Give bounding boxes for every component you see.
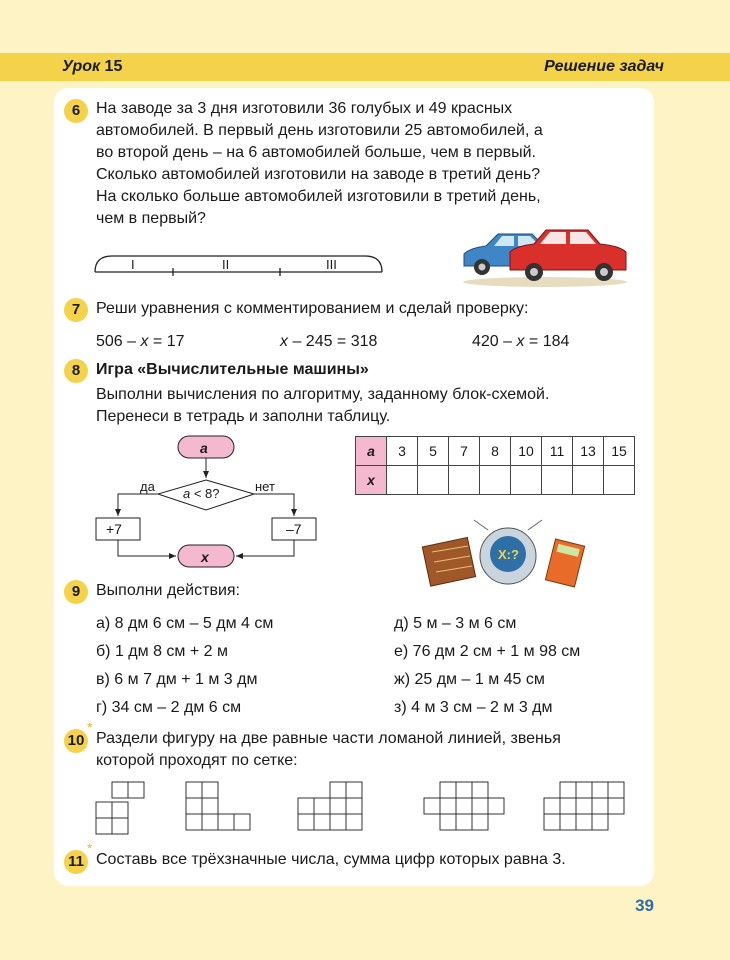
- task-8-title: Игра «Вычислительные машины»: [96, 361, 369, 378]
- table-cell-empty: [573, 466, 604, 495]
- flow-yes-label: да: [140, 479, 155, 494]
- segment-label-2: II: [222, 257, 230, 272]
- table-cell-empty: [418, 466, 449, 495]
- task-9-item: в) 6 м 7 дм + 1 м 3 дм: [96, 671, 258, 688]
- table-cell-empty: [449, 466, 480, 495]
- task-9-item: д) 5 м – 3 м 6 см: [394, 615, 517, 632]
- values-table: [355, 436, 635, 495]
- task-9-item: ж) 25 дм – 1 м 45 см: [394, 671, 545, 688]
- figure-3: [298, 782, 362, 830]
- table-cell: 10: [511, 437, 542, 466]
- lesson-topic: Решение задач: [544, 58, 664, 75]
- task-6-badge: 6: [64, 99, 88, 123]
- table-cell-empty: [542, 466, 573, 495]
- table-header-a: a: [356, 437, 387, 466]
- segment-label-3: III: [326, 257, 337, 272]
- table-row: [356, 466, 635, 495]
- equation-2: [280, 331, 377, 353]
- task-6-line: во второй день – на 6 автомобилей больше, чем в первый.: [96, 144, 536, 161]
- task-6-line: Сколько автомобилей изготовили на заводе в третий день?: [96, 166, 541, 183]
- eq2-var: x: [280, 333, 288, 350]
- task-11-text: Составь все трёхзначные числа, сумма цифр которых равна 3.: [96, 851, 566, 868]
- table-cell: 7: [449, 437, 480, 466]
- flow-minus-op: –7: [286, 521, 302, 537]
- lesson-number: 15: [104, 58, 123, 75]
- figure-2: [186, 782, 250, 830]
- task-10-star-icon: *: [87, 719, 93, 735]
- table-cell: 15: [604, 437, 635, 466]
- table-header-x: x: [356, 466, 387, 495]
- task-6-line: автомобилей. В первый день изготовили 25 автомобилей, а: [96, 122, 543, 139]
- flow-condition-rest: < 8?: [190, 486, 220, 501]
- table-row: [356, 437, 635, 466]
- flow-end-label: x: [201, 549, 209, 565]
- task-7-text: Реши уравнения с комментированием и сделай проверку:: [96, 300, 529, 317]
- task-9-item: з) 4 м 3 см – 2 м 3 дм: [394, 699, 553, 716]
- table-cell-empty: [511, 466, 542, 495]
- eq1-part: 506 –: [96, 333, 141, 350]
- segment-label-1: I: [131, 257, 135, 272]
- flow-condition-var: a: [183, 486, 191, 501]
- figure-4: [424, 782, 504, 830]
- lesson-word: Урок: [62, 58, 101, 75]
- task-9-left-column: [96, 610, 273, 722]
- flow-condition: [183, 483, 220, 505]
- equation-3: [472, 331, 569, 353]
- table-cell: 3: [387, 437, 418, 466]
- table-cell: 13: [573, 437, 604, 466]
- segment-diagram: [90, 250, 390, 280]
- cars-illustration-icon: [460, 222, 630, 288]
- table-cell: 8: [480, 437, 511, 466]
- task-9-item: е) 76 дм 2 см + 1 м 98 см: [394, 643, 581, 660]
- table-cell-empty: [480, 466, 511, 495]
- task-8-line2: Перенеси в тетрадь и заполни таблицу.: [96, 408, 391, 425]
- task-9-badge: 9: [64, 580, 88, 604]
- task-6-text: [96, 98, 641, 230]
- task-9-item: б) 1 дм 8 см + 2 м: [96, 643, 228, 660]
- task-10-badge: 10: [64, 729, 88, 753]
- eq3-part: 420 –: [472, 333, 517, 350]
- lesson-title: [62, 58, 122, 76]
- svg-text:X:?: X:?: [498, 547, 519, 562]
- task-11-star-icon: *: [87, 840, 93, 856]
- eq3-part: = 184: [524, 333, 570, 350]
- table-cell: 5: [418, 437, 449, 466]
- figure-1: [96, 782, 144, 834]
- flow-plus-op: +7: [106, 521, 122, 537]
- table-cell-empty: [604, 466, 635, 495]
- table-cell: 11: [542, 437, 573, 466]
- flow-no-label: нет: [255, 479, 275, 494]
- task-10-line2: которой проходят по сетке:: [96, 752, 298, 769]
- equation-1: [96, 331, 185, 353]
- task-7-badge: 7: [64, 298, 88, 322]
- task-9-right-column: [394, 610, 580, 722]
- task-9-item: г) 34 см – 2 дм 6 см: [96, 699, 242, 716]
- eq2-part: – 245 = 318: [288, 333, 378, 350]
- task-6-line: чем в первый?: [96, 210, 206, 227]
- eq1-var: x: [140, 333, 149, 350]
- task-8-badge: 8: [64, 359, 88, 383]
- computing-machine-illustration-icon: [418, 516, 598, 592]
- task-10-line1: Раздели фигуру на две равные части ломаной линией, звенья: [96, 730, 561, 747]
- eq3-var: x: [516, 333, 525, 350]
- task-6-line: На сколько больше автомобилей изготовили в третий день,: [96, 188, 541, 205]
- task-6-line: На заводе за 3 дня изготовили 36 голубых и 49 красных: [96, 100, 513, 117]
- task-9-item: а) 8 дм 6 см – 5 дм 4 см: [96, 615, 274, 632]
- grid-figures: [90, 778, 650, 838]
- table-cell-empty: [387, 466, 418, 495]
- eq1-part: = 17: [148, 333, 185, 350]
- flow-start-label: a: [200, 440, 208, 456]
- task-11-badge: 11: [64, 850, 88, 874]
- task-8-line1: Выполни вычисления по алгоритму, заданному блок-схемой.: [96, 386, 550, 403]
- task-9-text: Выполни действия:: [96, 582, 240, 599]
- page-number: 39: [635, 896, 654, 915]
- figure-5: [544, 782, 624, 830]
